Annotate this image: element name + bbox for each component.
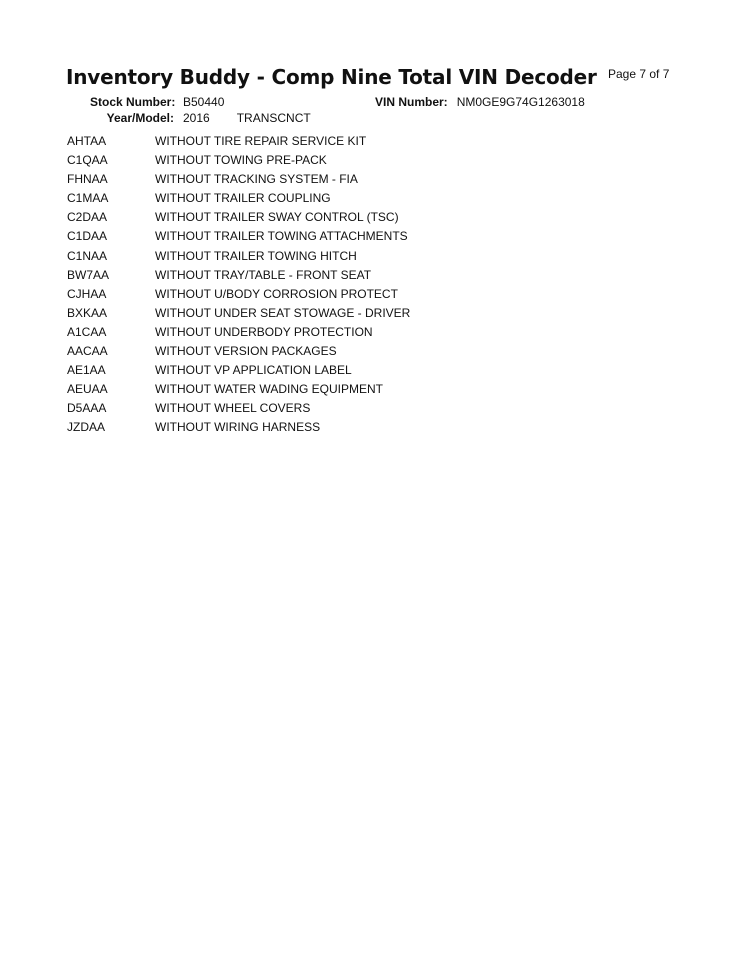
list-item: [67, 134, 410, 153]
option-code: AHTAA: [67, 134, 107, 148]
option-code: CJHAA: [67, 286, 107, 301]
option-description: WITHOUT UNDERBODY PROTECTION: [155, 324, 373, 339]
option-description: WITHOUT TRAILER COUPLING: [155, 191, 331, 206]
list-item: [67, 401, 410, 420]
option-description: WITHOUT TRAILER TOWING HITCH: [155, 248, 357, 263]
list-item: [67, 268, 410, 287]
option-description: WITHOUT WIRING HARNESS: [155, 420, 321, 435]
report-title: Inventory Buddy - Comp Nine Total VIN Decoder: [66, 65, 597, 89]
list-item: [67, 153, 410, 172]
option-code: FHNAA: [67, 172, 108, 187]
option-description: WITHOUT TRAY/TABLE - FRONT SEAT: [155, 267, 372, 282]
option-code: C2DAA: [67, 210, 108, 225]
option-code: C1QAA: [67, 153, 108, 168]
list-item: [67, 172, 410, 191]
option-code: C1DAA: [67, 229, 108, 244]
option-description: WITHOUT VP APPLICATION LABEL: [155, 363, 352, 378]
option-code: D5AAA: [67, 401, 107, 416]
stock-number-row: [90, 95, 224, 109]
list-item: [67, 382, 410, 401]
list-item: [67, 344, 410, 363]
option-code: C1MAA: [67, 191, 109, 206]
option-code: A1CAA: [67, 324, 107, 339]
list-item: [67, 287, 410, 306]
option-code: AEUAA: [67, 382, 108, 397]
option-description: WITHOUT TRAILER SWAY CONTROL (TSC): [155, 210, 399, 225]
option-code: AACAA: [67, 344, 108, 359]
model-value: TRANSCNCT: [236, 111, 311, 125]
list-item: [67, 249, 410, 268]
vin-number-row: [375, 95, 585, 109]
year-model-row: [90, 111, 311, 125]
option-description: WITHOUT TRAILER TOWING ATTACHMENTS: [155, 229, 408, 244]
vin-number-value: NM0GE9G74G1263018: [456, 95, 585, 109]
option-description: WITHOUT TOWING PRE-PACK: [155, 153, 327, 168]
option-code-list: [67, 134, 410, 440]
page-number: Page 7 of 7: [608, 67, 670, 81]
list-item: [67, 210, 410, 229]
option-code: AE1AA: [67, 363, 106, 378]
list-item: [67, 363, 410, 382]
list-item: [67, 229, 410, 248]
list-item: [67, 306, 410, 325]
option-code: C1NAA: [67, 248, 108, 263]
list-item: [67, 191, 410, 210]
option-description: WITHOUT WHEEL COVERS: [155, 401, 311, 416]
option-description: WITHOUT UNDER SEAT STOWAGE - DRIVER: [155, 305, 411, 320]
vin-number-label: VIN Number:: [375, 95, 448, 109]
option-code: BXKAA: [67, 305, 108, 320]
list-item: [67, 325, 410, 344]
year-model-label: Year/Model:: [106, 111, 174, 125]
stock-number-label: Stock Number:: [90, 95, 176, 109]
option-description: WITHOUT U/BODY CORROSION PROTECT: [155, 286, 398, 301]
option-description: WITHOUT TRACKING SYSTEM - FIA: [155, 172, 358, 187]
option-description: WITHOUT TIRE REPAIR SERVICE KIT: [155, 134, 367, 148]
stock-number-value: B50440: [183, 95, 225, 109]
option-description: WITHOUT VERSION PACKAGES: [155, 344, 337, 359]
option-code: JZDAA: [67, 420, 106, 435]
year-value: 2016: [183, 111, 210, 125]
option-description: WITHOUT WATER WADING EQUIPMENT: [155, 382, 383, 397]
list-item: [67, 420, 410, 439]
option-code: BW7AA: [67, 267, 110, 282]
